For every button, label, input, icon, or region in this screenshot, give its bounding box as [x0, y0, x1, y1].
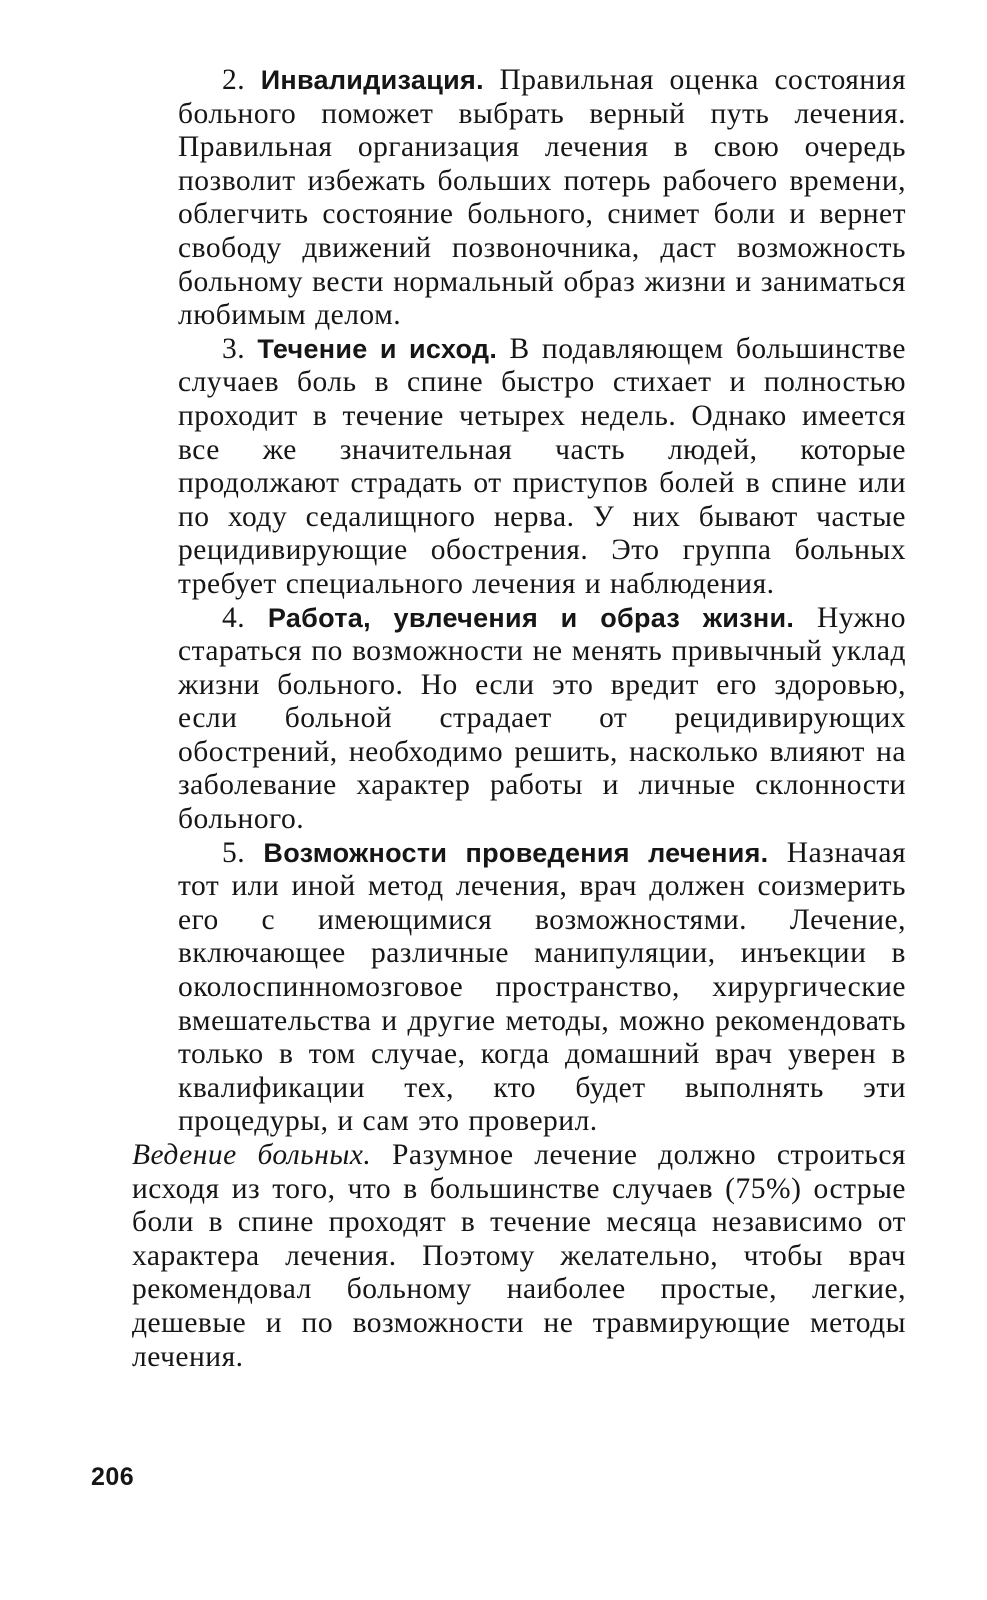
section-heading: Работа, увлечения и образ жизни.	[267, 602, 795, 633]
section-text: В подавляющем большинстве случаев боль в спине быстро стихает и полностью проходит в течение четырех недель. Однако имеется все же значительная часть людей, которые продолжают страдать от приступов болей в спине или по ходу седалищного нерва. У них бывают частые рецидивирующие обострения. Это группа больных требует специального лечения и наблюдения.	[178, 332, 907, 600]
section-number: 3.	[222, 332, 246, 365]
section-treatment-options	[178, 837, 906, 1139]
section-heading: Инвалидизация.	[260, 65, 484, 95]
page-body	[132, 64, 907, 1374]
closing-heading: Ведение больных.	[132, 1139, 372, 1171]
closing-paragraph	[132, 1139, 906, 1374]
section-invalidization	[178, 64, 906, 333]
section-course-outcome	[178, 333, 906, 602]
section-text: Правильная оценка состояния больного поможет выбрать верный путь лечения. Правильная организация лечения в свою очередь позволит избежать больших потерь рабочего времени, облегчить состояние больного, снимет боли и вернет свободу движений позвоночника, даст возможность больному вести нормальный образ жизни и заниматься любимым делом.	[178, 64, 907, 332]
section-text: Назначая тот или иной метод лечения, врач должен соизмерить его с имеющимися возможностями. Лечение, включающее различные манипуляции, инъекции в околоспинномозговое пространство, хирургические вмешательства и другие методы, можно рекомендовать только в том случае, когда домашний врач уверен в квалификации тех, кто будет выполнять эти процедуры, и сам это проверил.	[178, 836, 907, 1138]
section-heading: Течение и исход.	[257, 333, 498, 364]
section-number: 4.	[222, 601, 246, 634]
section-number: 2.	[222, 64, 246, 96]
section-text: Нужно стараться по возможности не менять привычный уклад жизни больного. Но если это вредит его здоровью, если больной страдает от рецидивирующих обострений, необходимо решить, насколько влияют на заболевание характер работы и личные склонности больного.	[178, 601, 907, 836]
section-work-lifestyle	[178, 602, 906, 837]
section-heading: Возможности проведения лечения.	[263, 837, 769, 868]
section-number: 5.	[222, 836, 246, 869]
page-number: 206	[91, 1463, 135, 1491]
closing-text: Разумное лечение должно строиться исходя из того, что в большинстве случаев (75%) острые боли в спине проходят в течение месяца независимо от характера лечения. Поэтому желательно, чтобы врач рекомендовал больному наиболее простые, легкие, дешевые и по возможности не травмирующие методы лечения.	[132, 1139, 907, 1373]
